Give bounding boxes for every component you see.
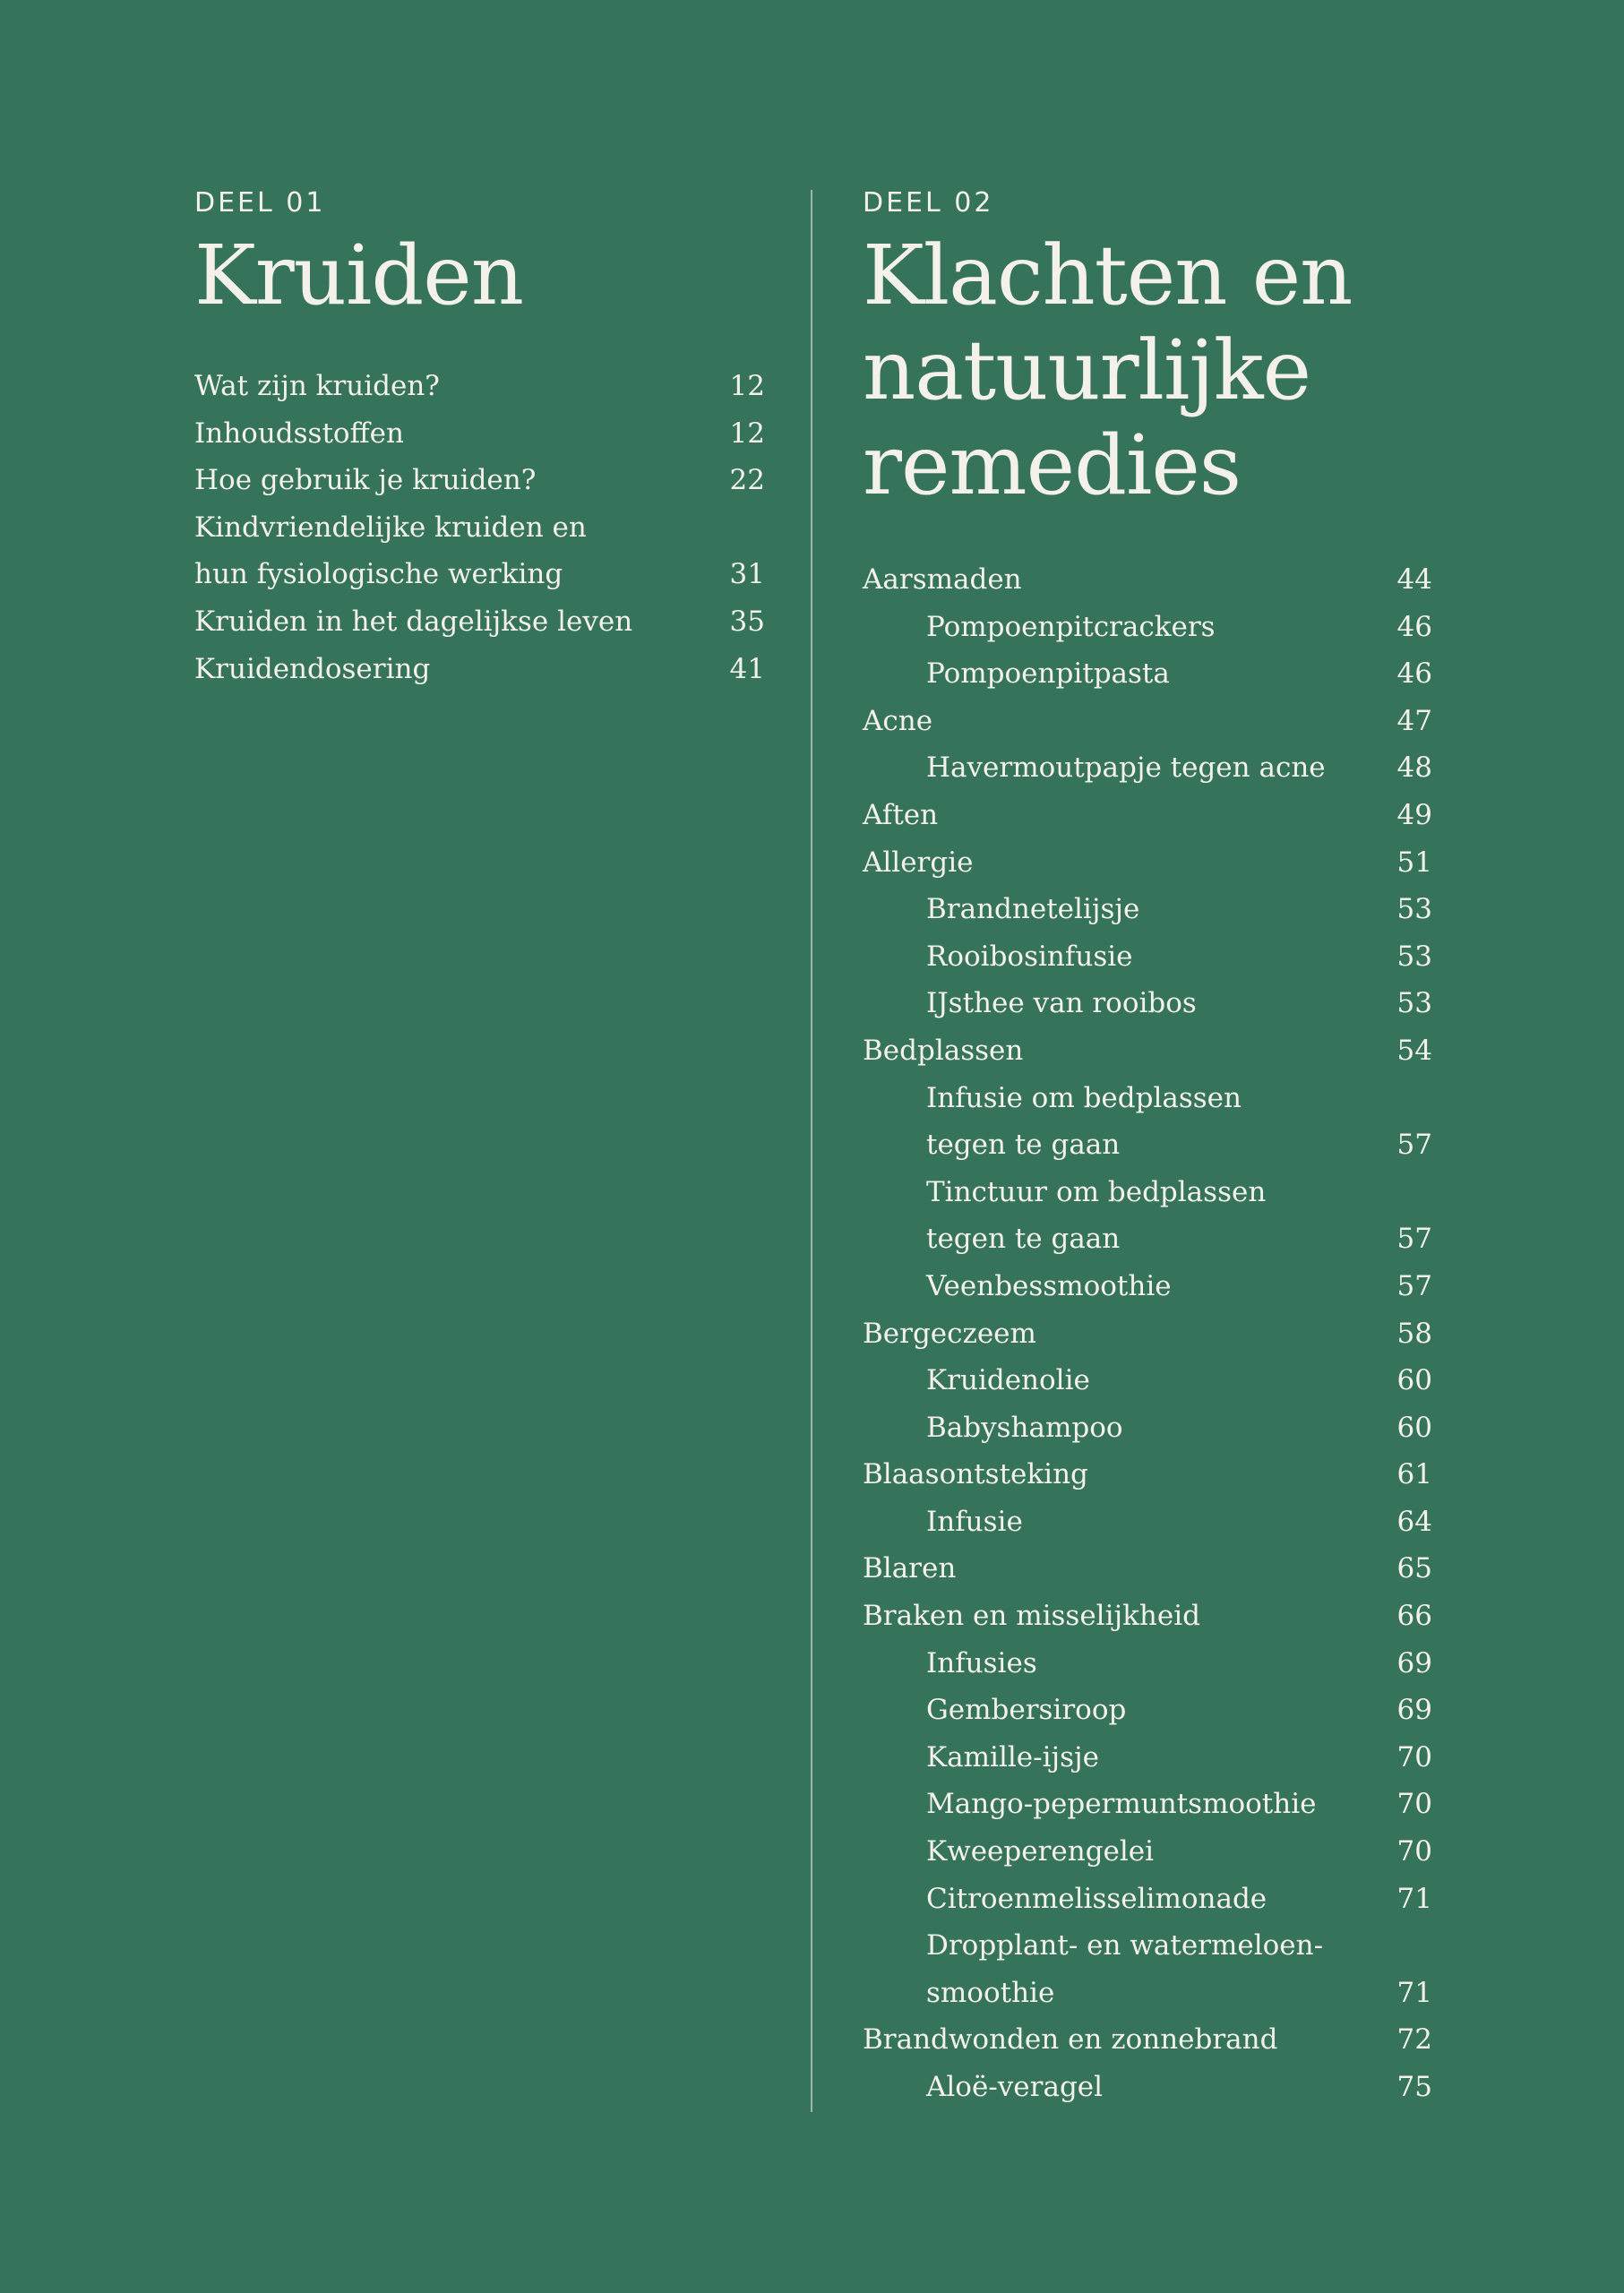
toc-subentry[interactable] — [863, 1263, 1432, 1310]
toc-entry[interactable] — [194, 457, 765, 504]
toc-entry-title: Citroenmelisselimonade — [926, 1882, 1267, 1915]
toc-entry-title: Gembersiroop — [926, 1694, 1127, 1727]
toc-page-number: 66 — [1396, 1600, 1432, 1633]
toc-page-number: 51 — [1396, 846, 1432, 879]
toc-entry-title: Wat zijn kruiden? — [194, 370, 440, 402]
toc-page-number: 53 — [1396, 893, 1432, 926]
part-1-title: Kruiden — [194, 228, 523, 323]
toc-entry[interactable] — [863, 792, 1432, 839]
toc-entry[interactable] — [863, 1545, 1432, 1593]
toc-subentry[interactable] — [863, 980, 1432, 1027]
part-1-label: DEEL 01 — [194, 187, 326, 219]
toc-page-number: 48 — [1396, 751, 1432, 785]
toc-entry[interactable] — [863, 2016, 1432, 2064]
toc-page-number: 58 — [1396, 1317, 1432, 1350]
toc-subentry[interactable] — [863, 933, 1432, 981]
toc-page-number: 44 — [1396, 563, 1432, 596]
toc-entry[interactable] — [194, 646, 765, 693]
toc-entry-title: Bedplassen — [863, 1034, 1024, 1067]
toc-entry-title: Havermoutpapje tegen acne — [926, 751, 1326, 785]
toc-page-number: 70 — [1396, 1835, 1432, 1868]
toc-entry[interactable] — [863, 839, 1432, 887]
toc-page-number: 70 — [1396, 1740, 1432, 1773]
toc-entry[interactable] — [863, 556, 1432, 604]
toc-page-number: 64 — [1396, 1505, 1432, 1538]
toc-page-number: 75 — [1396, 2071, 1432, 2103]
toc-page-number: 71 — [1396, 1976, 1432, 2009]
toc-entry-title: Aloë-veragel — [926, 2071, 1104, 2103]
toc-entry-title: Mango-pepermuntsmoothie — [926, 1788, 1317, 1821]
toc-page-number: 53 — [1396, 987, 1432, 1020]
toc-subentry[interactable] — [863, 650, 1432, 698]
toc-entry-title: Brandwonden en zonnebrand — [863, 2023, 1278, 2057]
part-1-section — [194, 184, 765, 692]
toc-entry-title: Infusie — [926, 1505, 1023, 1538]
toc-subentry[interactable] — [863, 1828, 1432, 1876]
part-2-section — [863, 184, 1432, 2111]
toc-subentry[interactable] — [863, 1169, 1432, 1263]
toc-entry[interactable] — [863, 1593, 1432, 1640]
toc-entry-title: Inhoudsstoffen — [194, 417, 404, 450]
toc-page-number: 35 — [729, 605, 765, 638]
toc-page-number: 46 — [1396, 610, 1432, 643]
toc-page-number: 69 — [1396, 1694, 1432, 1727]
toc-page-number: 71 — [1396, 1882, 1432, 1915]
toc-entry[interactable] — [194, 598, 765, 646]
part-2-label: DEEL 02 — [863, 187, 994, 219]
toc-page-number: 41 — [729, 652, 765, 685]
toc-subentry[interactable] — [863, 1922, 1432, 2016]
toc-entry-title: Hoe gebruik je kruiden? — [194, 464, 537, 497]
toc-entry-title: Kamille-ijsje — [926, 1740, 1099, 1773]
toc-entry[interactable] — [863, 1451, 1432, 1499]
toc-subentry[interactable] — [863, 1499, 1432, 1546]
toc-entry-title: IJsthee van rooibos — [926, 987, 1197, 1020]
toc-entry-title: Veenbessmoothie — [926, 1269, 1172, 1302]
toc-entry-title: Tinctuur om bedplassen tegen te gaan — [926, 1175, 1267, 1256]
toc-page-number: 57 — [1396, 1223, 1432, 1256]
toc-entry-title: Pompoenpitpasta — [926, 657, 1170, 691]
toc-page-number: 65 — [1396, 1552, 1432, 1585]
toc-entry[interactable] — [194, 410, 765, 458]
toc-entry-title: Aarsmaden — [863, 563, 1022, 596]
part-1-toc — [194, 363, 765, 692]
toc-page-number: 60 — [1396, 1364, 1432, 1397]
toc-entry-title: Rooibosinfusie — [926, 940, 1133, 973]
column-divider — [811, 190, 812, 2112]
toc-entry[interactable] — [863, 1027, 1432, 1075]
toc-page-number: 12 — [729, 417, 765, 450]
toc-page-number: 46 — [1396, 657, 1432, 691]
toc-entry-title: Braken en misselijkheid — [863, 1600, 1200, 1633]
toc-page-number: 61 — [1396, 1458, 1432, 1491]
toc-entry-title: Blaasontsteking — [863, 1458, 1088, 1491]
toc-entry[interactable] — [863, 1310, 1432, 1358]
toc-page-number: 57 — [1396, 1129, 1432, 1162]
toc-subentry[interactable] — [863, 2064, 1432, 2111]
toc-page-number: 72 — [1396, 2023, 1432, 2057]
toc-entry-title: Kruiden in het dagelijkse leven — [194, 605, 633, 638]
toc-entry-title: Kindvriendelijke kruiden en hun fysiologische werking — [194, 511, 587, 591]
toc-page-number: 60 — [1396, 1411, 1432, 1444]
toc-entry-title: Aften — [863, 798, 939, 831]
toc-subentry[interactable] — [863, 1404, 1432, 1452]
toc-subentry[interactable] — [863, 1687, 1432, 1734]
toc-entry[interactable] — [863, 698, 1432, 745]
toc-entry-title: Babyshampoo — [926, 1411, 1123, 1444]
toc-page-number: 70 — [1396, 1788, 1432, 1821]
toc-page-number: 69 — [1396, 1646, 1432, 1679]
toc-subentry[interactable] — [863, 744, 1432, 792]
toc-entry-title: Pompoenpitcrackers — [926, 610, 1216, 643]
toc-entry-title: Kruidendosering — [194, 652, 431, 685]
toc-page-number: 12 — [729, 370, 765, 402]
toc-page-number: 53 — [1396, 940, 1432, 973]
part-2-toc — [863, 556, 1432, 2111]
toc-entry-title: Dropplant- en watermeloen- smoothie — [926, 1929, 1324, 2009]
toc-subentry[interactable] — [863, 604, 1432, 651]
toc-page-number: 54 — [1396, 1034, 1432, 1067]
toc-entry-title: Infusies — [926, 1646, 1037, 1679]
part-2-title: Klachten en natuurlijke remedies — [863, 228, 1353, 513]
toc-subentry[interactable] — [863, 1357, 1432, 1404]
toc-subentry[interactable] — [863, 1876, 1432, 1923]
toc-subentry[interactable] — [863, 1781, 1432, 1828]
toc-subentry[interactable] — [863, 1640, 1432, 1688]
toc-entry-title: Infusie om bedplassen tegen te gaan — [926, 1081, 1242, 1162]
toc-entry-title: Brandnetelijsje — [926, 893, 1140, 926]
toc-subentry[interactable] — [863, 886, 1432, 933]
toc-page-number: 22 — [729, 464, 765, 497]
toc-entry-title: Kweeperengelei — [926, 1835, 1155, 1868]
toc-subentry[interactable] — [863, 1734, 1432, 1782]
toc-entry[interactable] — [194, 504, 765, 598]
toc-entry[interactable] — [194, 363, 765, 410]
toc-entry-title: Blaren — [863, 1552, 957, 1585]
toc-entry-title: Bergeczeem — [863, 1317, 1036, 1350]
toc-page-number: 57 — [1396, 1269, 1432, 1302]
toc-page-number: 47 — [1396, 704, 1432, 737]
toc-entry-title: Kruidenolie — [926, 1364, 1090, 1397]
toc-page-number: 31 — [729, 558, 765, 591]
toc-entry-title: Allergie — [863, 846, 974, 879]
toc-entry-title: Acne — [863, 704, 933, 737]
toc-page-number: 49 — [1396, 798, 1432, 831]
toc-subentry[interactable] — [863, 1075, 1432, 1169]
